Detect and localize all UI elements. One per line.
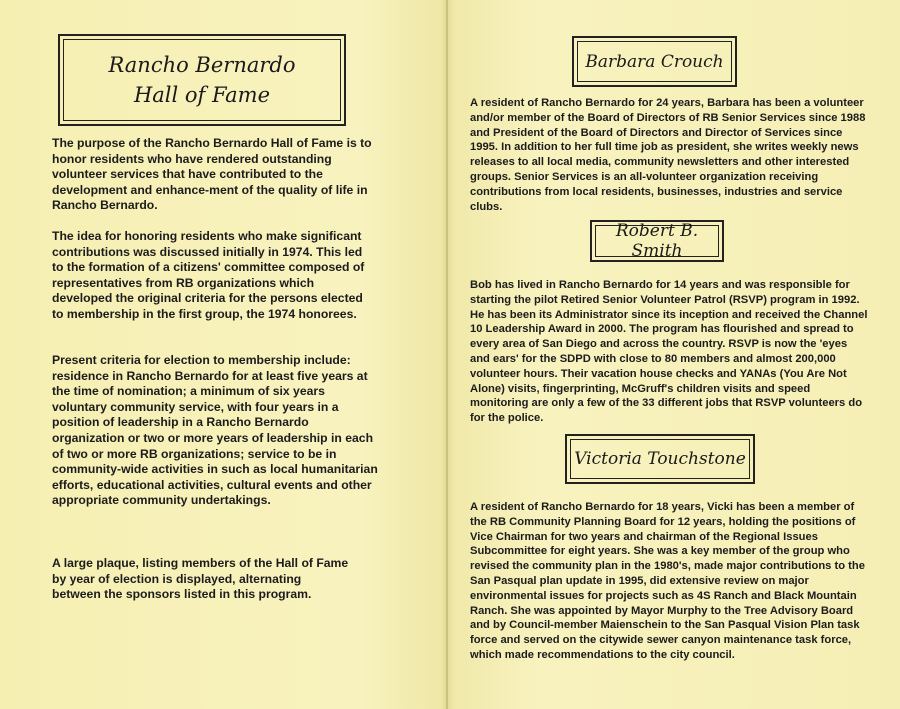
honoree-name: Barbara Crouch [585,51,724,72]
plaque-paragraph: A large plaque, listing members of the Hall of Fame by year of election is displayed, alternating between the sponsors listed in this program. [52,556,349,602]
history-paragraph: The idea for honoring residents who make significant contributions was discussed initially in 1974. This led to the formation of a citizens' committee composed of representatives from RB organizations which developed the original criteria for the persons elected to membership in the first group, the 1974 honorees. [52,229,365,321]
honoree-bio-smith: Bob has lived in Rancho Bernardo for 14 years and was responsible for starting the pilot Retired Senior Volunteer Patrol (RSVP) program in 1992. He has been its Administrator since its inception and received the Channel 10 Leadership Award in 2000. The program has flourished and spread to every area of San Diego and across the country. RSVP is now the 'eyes and ears' for the SDPD with close to 80 members and almost 200,000 volunteer hours. Their vacation house checks and YANAs (You Are Not Alone) visits, fingerprinting, McGruff's children visits and speed monitoring are only a few of the 33 different jobs that RSVP volunteers do for the police. [470,279,868,425]
honoree-name-box-smith [590,220,724,262]
honoree-bio-crouch: A resident of Rancho Bernardo for 24 years, Barbara has been a volunteer and/or member of the Board of Directors of RB Senior Services since 1988 and President of the Board of Directors and Director of Services since 1995. In addition to her full time job as president, she writes weekly news releases to all local media, community newsletters and other interested groups. Senior Services is an all-volunteer organization receiving contributions from local residents, businesses, industries and service clubs. [470,97,866,213]
right-page [448,0,900,709]
honoree-bio-touchstone: A resident of Rancho Bernardo for 18 years, Vicki has been a member of the RB Community Planning Board for 12 years, holding the positions of Vice Chairman for two years and chairman of the Regional Issues Subcommittee for eight years. She was a key member of the group who revised the community plan in the 1980's, made major contributions to the San Pasqual plan update in 1995, did extensive review on major environmental issues for projects such as 4S Ranch and Black Mountain Ranch. She was appointed by Mayor Murphy to the Tree Advisory Board and by Council-member Maienschein to the San Pasqual Vision Plan task force and served on the citywide sewer canyon maintenance task force, which made recommendations to the city council. [470,501,865,661]
purpose-paragraph: The purpose of the Rancho Bernardo Hall of Fame is to honor residents who have rendered outstanding volunteer services that have contributed to the development and enhance-ment of the quality of life in Rancho Bernardo. [52,136,372,213]
hall-of-fame-title-box [58,34,346,126]
honoree-name: Robert B. Smith [615,221,699,261]
honoree-name-box-crouch [572,36,737,87]
honoree-name: Victoria Touchstone [574,449,746,469]
title-line-1: Rancho Bernardo [108,53,296,77]
left-page [0,0,446,709]
criteria-paragraph: Present criteria for election to membership include: residence in Rancho Bernardo for at least five years at the time of nomination; a minimum of six years voluntary community service, with four years in a position of leadership in a Rancho Bernardo organization or two or more years of leadership in each of two or more RB organizations; service to be in community-wide activities in such as local humanitarian efforts, educational activities, cultural events and other appropriate community undertakings. [52,353,378,508]
title-line-2: Hall of Fame [133,83,271,107]
honoree-name-box-touchstone [565,434,755,484]
